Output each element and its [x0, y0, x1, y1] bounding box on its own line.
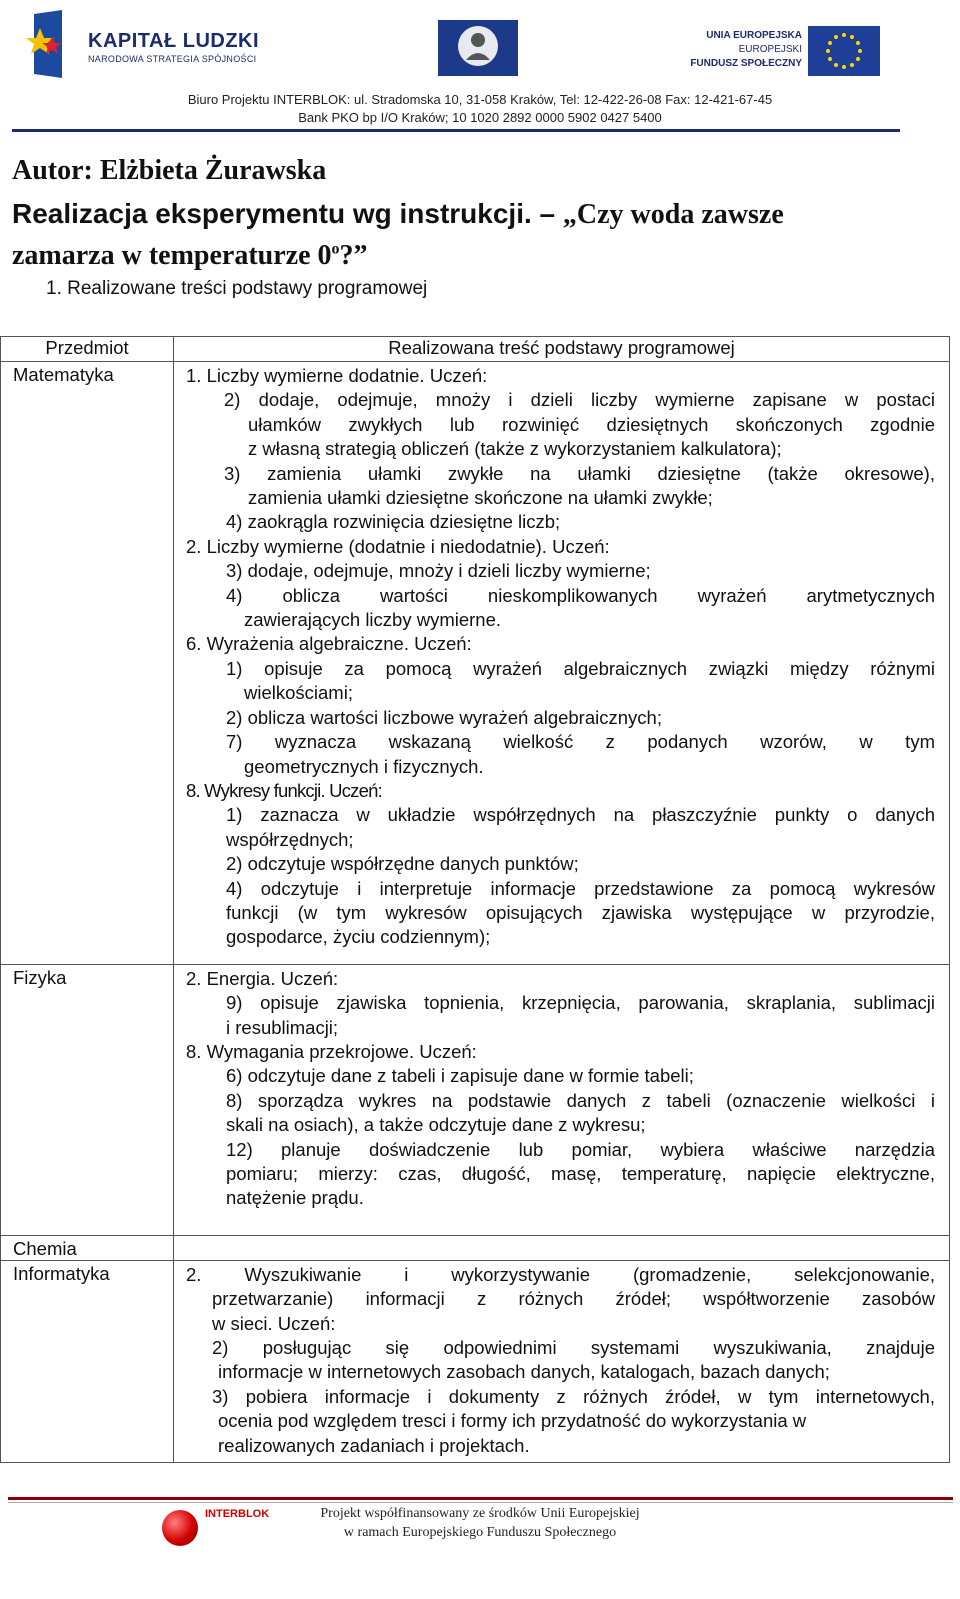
footer-text-line2: w ramach Europejskiego Funduszu Społecznego — [343, 1525, 617, 1540]
list-item: 3) dodaje, odejmuje, mnoży i dzieli liczby wymierne; — [226, 560, 651, 582]
subject-cell: Matematyka — [1, 362, 174, 965]
list-item: 6) odczytuje dane z tabeli i zapisuje dane w formie tabeli; — [226, 1065, 694, 1087]
title-line2b: ?” — [339, 240, 368, 271]
list-item: realizowanych zadaniach i projektach. — [218, 1434, 530, 1456]
list-item: 3) zamienia ułamki zwykłe na ułamki dziesiętne (także okresowe), — [224, 462, 935, 484]
list-item: 2. Wyszukiwanie i wykorzystywanie (gromadzenie, selekcjonowanie, — [186, 1263, 935, 1285]
footer-divider-thin — [8, 1502, 953, 1503]
header-content: Realizowana treść podstawy programowej — [174, 337, 950, 362]
content-cell — [174, 964, 950, 1235]
list-item: 9) opisuje zjawiska topnienia, krzepnięcia, parowania, skraplania, sublimacji — [226, 992, 935, 1014]
eu-logo-line2: EUROPEJSKI — [738, 44, 802, 55]
bank-account-line: Bank PKO bp I/O Kraków; 10 1020 2892 0000 5902 0427 5400 — [298, 110, 662, 125]
eu-logo-line3: FUNDUSZ SPOŁECZNY — [690, 58, 802, 69]
title-part2: „Czy woda zawsze — [562, 199, 784, 230]
list-item: 8. Wykresy funkcji. Uczeń: — [186, 779, 382, 801]
list-item: natężenie prądu. — [226, 1187, 364, 1209]
table-row — [1, 1235, 950, 1260]
list-item: 2) dodaje, odejmuje, mnoży i dzieli liczby wymierne zapisane w postaci — [224, 389, 935, 411]
list-item: 2) oblicza wartości liczbowe wyrażeń algebraicznych; — [226, 706, 662, 728]
title-sup: o — [331, 240, 340, 258]
list-item: zawierających liczby wymierne. — [244, 609, 502, 631]
footer-text-line1: Projekt współfinansowany ze środków Unii Europejskiej — [320, 1506, 640, 1521]
list-item: 1) opisuje za pomocą wyrażeń algebraicznych związki między różnymi — [226, 657, 935, 679]
project-emblem — [438, 20, 518, 76]
address-line: Biuro Projektu INTERBLOK: ul. Stradomska 10, 31-058 Kraków, Tel: 12-422-26-08 Fax: 12-421-67-45 — [187, 92, 773, 107]
kapital-ludzki-star-icon — [26, 8, 86, 80]
document-title-line2 — [12, 240, 368, 272]
list-item: ocenia pod względem tresci i formy ich przydatność do wykorzystania w — [218, 1410, 807, 1432]
logo-subtitle: NARODOWA STRATEGIA SPÓJNOŚCI — [88, 54, 257, 64]
subject-cell: Informatyka — [1, 1260, 174, 1462]
curriculum-table — [0, 336, 950, 1463]
table-row — [1, 964, 950, 1235]
list-item: 7) wyznacza wskazaną wielkość z podanych wzorów, w tym — [226, 731, 935, 753]
title-part1: Realizacja eksperymentu wg instrukcji. – — [12, 198, 563, 229]
footer-divider — [8, 1497, 953, 1500]
eu-logo — [690, 22, 890, 82]
logo-title: KAPITAŁ LUDZKI — [88, 30, 260, 52]
list-item: 4) zaokrągla rozwinięcia dziesiętne liczb; — [226, 511, 561, 533]
kapital-ludzki-logo — [26, 8, 276, 80]
list-item: geometrycznych i fizycznych. — [244, 755, 484, 777]
list-item: 2) odczytuje współrzędne danych punktów; — [226, 853, 579, 875]
list-item: 12) planuje doświadczenie lub pomiar, wybiera właściwe narzędzia — [226, 1138, 935, 1160]
portrait-emblem-icon — [438, 20, 518, 76]
header-divider — [12, 129, 900, 132]
list-item: 1) zaznacza w układzie współrzędnych na płaszczyźnie punkty o danych — [226, 804, 935, 826]
list-item: 8. Wymagania przekrojowe. Uczeń: — [186, 1040, 477, 1062]
list-item: 2. Liczby wymierne (dodatnie i niedodatnie). Uczeń: — [186, 535, 610, 557]
list-item: 2) posługując się odpowiednimi systemami wyszukiwania, znajduje — [212, 1336, 935, 1358]
content-cell — [174, 1260, 950, 1462]
list-item: 1. Liczby wymierne dodatnie. Uczeń: — [186, 365, 488, 386]
list-item: w sieci. Uczeń: — [212, 1312, 336, 1334]
eu-flag-icon — [808, 26, 880, 76]
table-row — [1, 1260, 950, 1462]
list-item: pomiaru; mierzy: czas, długość, masę, temperaturę, napięcie elektryczne, — [226, 1163, 935, 1184]
section-heading: 1. Realizowane treści podstawy programowej — [46, 278, 428, 299]
subject-cell: Fizyka — [1, 964, 174, 1235]
author-line: Autor: Elżbieta Żurawska — [12, 155, 327, 186]
list-item: przetwarzanie) informacji z różnych źródeł; współtworzenie zasobów — [212, 1288, 935, 1310]
list-item: 6. Wyrażenia algebraiczne. Uczeń: — [186, 633, 472, 655]
footer-brand: INTERBLOK — [205, 1508, 270, 1520]
list-item: współrzędnych; — [226, 828, 354, 850]
header-subject: Przedmiot — [1, 337, 174, 362]
list-item: ułamków zwykłych lub rozwinięć dziesiętnych skończonych zgodnie — [248, 413, 935, 435]
list-item: 4) odczytuje i interpretuje informacje przedstawione za pomocą wykresów — [226, 877, 935, 899]
subject-cell: Chemia — [1, 1235, 174, 1260]
title-line2a: zamarza w temperaturze 0 — [12, 240, 332, 271]
content-cell — [174, 362, 950, 965]
content-cell — [174, 1235, 950, 1260]
list-item: z własną strategią obliczeń (także z wykorzystaniem kalkulatora); — [248, 438, 782, 460]
list-item: funkcji (w tym wykresów opisujących zjawiska występujące w przyrodzie, — [226, 901, 935, 923]
list-item: 8) sporządza wykres na podstawie danych z tabeli (oznaczenie wielkości i — [226, 1089, 935, 1111]
list-item: 2. Energia. Uczeń: — [186, 967, 339, 989]
list-item: i resublimacji; — [226, 1016, 339, 1038]
list-item: 3) pobiera informacje i dokumenty z różnych źródeł, w tym internetowych, — [212, 1385, 935, 1407]
list-item: gospodarce, życiu codziennym); — [226, 926, 491, 948]
list-item: wielkościami; — [244, 682, 353, 704]
list-item: informacje w internetowych zasobach danych, katalogach, bazach danych; — [218, 1361, 830, 1383]
list-item: skali na osiach), a także odczytuje dane z wykresu; — [226, 1114, 646, 1136]
table-header-row — [1, 337, 950, 362]
list-item: zamienia ułamki dziesiętne skończone na ułamki zwykłe; — [248, 487, 713, 509]
document-title — [12, 198, 784, 231]
eu-logo-line1: UNIA EUROPEJSKA — [706, 30, 802, 41]
table-row — [1, 362, 950, 965]
list-item: 4) oblicza wartości nieskomplikowanych wyrażeń arytmetycznych — [226, 584, 935, 606]
page-header — [0, 0, 960, 140]
